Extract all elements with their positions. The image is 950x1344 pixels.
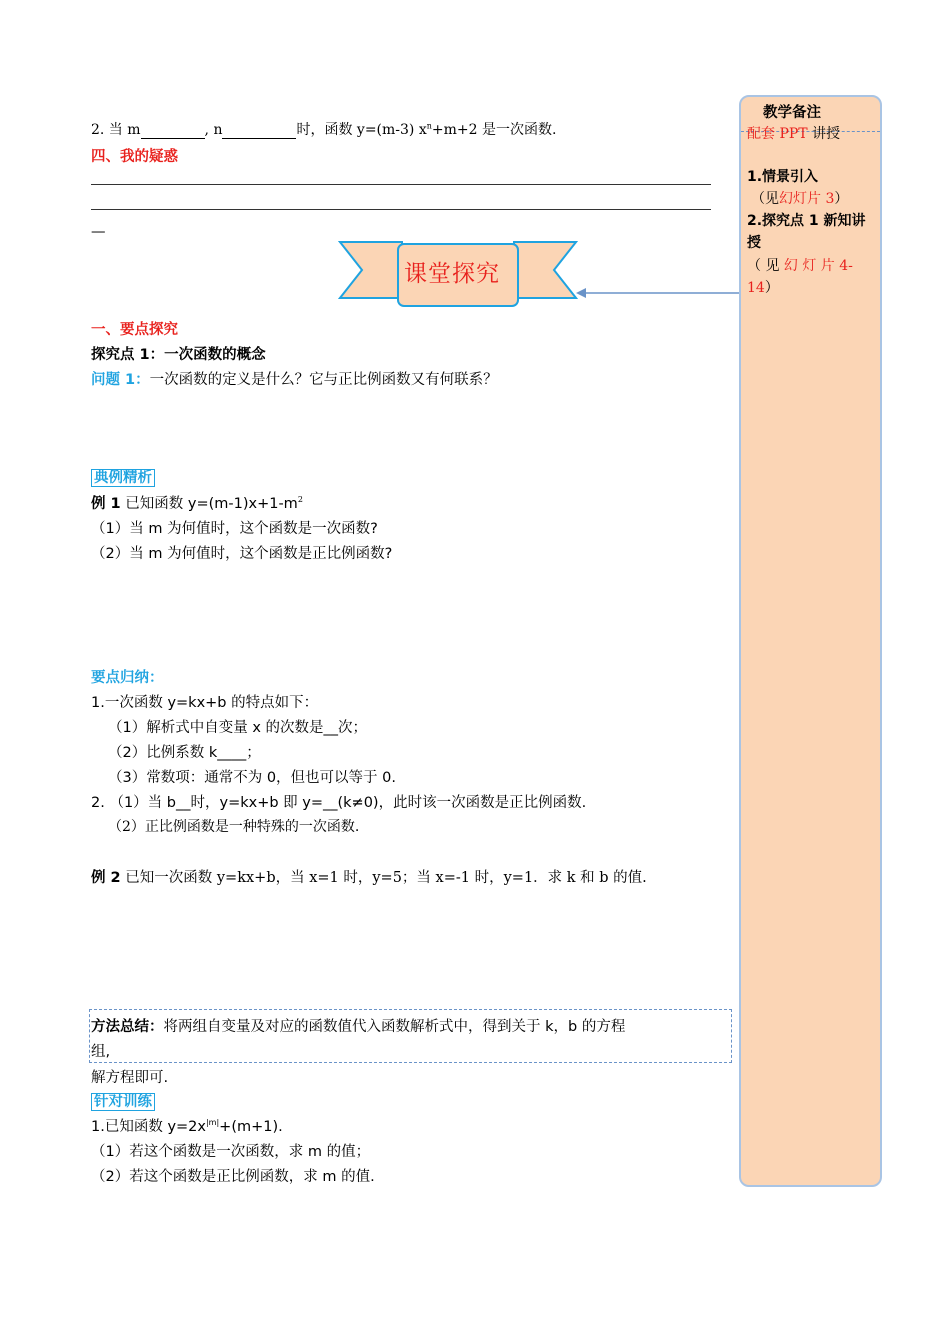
sidebar-item-2: 2.探究点 1 新知讲 bbox=[747, 213, 866, 229]
method-summary-line-2: 组, bbox=[91, 1044, 111, 1060]
sidebar-item-2-cont: 授 bbox=[747, 235, 761, 251]
sidebar-item-1: 1.情景引入 bbox=[747, 169, 819, 185]
summary-line-6: （2）正比例函数是一种特殊的一次函数. bbox=[108, 819, 360, 835]
training-line-1: 1.已知函数 $y=2x^{|m|}+(m+1)$. bbox=[91, 1118, 283, 1135]
answer-line-1 bbox=[91, 184, 711, 185]
fill-question-2: 2. 当 m , n 时，函数 y=(m-3) $x^n+m+2$ 是一次函数. bbox=[91, 121, 557, 138]
training-label: 针对训练 bbox=[91, 1090, 155, 1111]
summary-title: 要点归纳： bbox=[91, 670, 164, 686]
blank-n bbox=[222, 122, 296, 139]
training-line-3: （2）若这个函数是正比例函数，求 m 的值. bbox=[91, 1169, 375, 1185]
section1-title: 一、要点探究 bbox=[91, 322, 178, 338]
blank-m bbox=[141, 122, 205, 139]
example1-q1: （1）当 m 为何值时，这个函数是一次函数? bbox=[91, 521, 378, 537]
answer-line-3: — bbox=[91, 224, 106, 240]
banner-label: 课堂探究 bbox=[404, 261, 500, 287]
training-line-2: （1）若这个函数是一次函数，求 m 的值； bbox=[91, 1144, 371, 1160]
arrow-to-banner bbox=[574, 286, 742, 300]
teaching-notes-sidebar bbox=[739, 95, 882, 1187]
method-summary-line-1: 方法总结：将两组自变量及对应的函数值代入函数解析式中，得到关于 k，b 的方程 bbox=[91, 1019, 626, 1035]
example2-text: 例 2 已知一次函数 y=kx+b，当 x=1 时，y=5；当 x=-1 时，y=1．求 k 和 b 的值. bbox=[91, 870, 647, 886]
summary-line-1: 1.一次函数 y=kx+b 的特点如下： bbox=[91, 695, 319, 711]
question1: 问题 1：一次函数的定义是什么？它与正比例函数又有何联系？ bbox=[91, 372, 498, 388]
method-summary-line-3: 解方程即可. bbox=[91, 1070, 169, 1086]
summary-line-3: （2）比例系数 k____； bbox=[108, 745, 261, 761]
sidebar-item-2-ref: （ 见 幻 灯 片 4- bbox=[747, 258, 853, 274]
section4-title: 四、我的疑惑 bbox=[91, 149, 178, 165]
example1-text: 例 1 已知函数 $y=(m-1)x+1-m^2$ bbox=[91, 495, 303, 512]
summary-line-5: 2. （1）当 b__时，y=kx+b 即 y=__(k≠0)，此时该一次函数是正比例函数. bbox=[91, 795, 587, 811]
point1-title: 探究点 1：一次函数的概念 bbox=[91, 347, 266, 363]
summary-line-4: （3）常数项：通常不为 0，但也可以等于 0. bbox=[108, 770, 397, 786]
example1-q2: （2）当 m 为何值时，这个函数是正比例函数? bbox=[91, 546, 393, 562]
example-label: 典例精析 bbox=[91, 466, 155, 487]
answer-line-2 bbox=[91, 209, 711, 210]
summary-line-2: （1）解析式中自变量 x 的次数是__次； bbox=[108, 720, 368, 736]
sidebar-item-2-ref-cont: 14） bbox=[747, 280, 779, 296]
sidebar-title: 教学备注 bbox=[763, 105, 821, 121]
sidebar-item-1-ref: （见幻灯片 3） bbox=[751, 191, 849, 207]
sidebar-line-ppt: 配套 PPT 讲授 bbox=[747, 126, 841, 142]
